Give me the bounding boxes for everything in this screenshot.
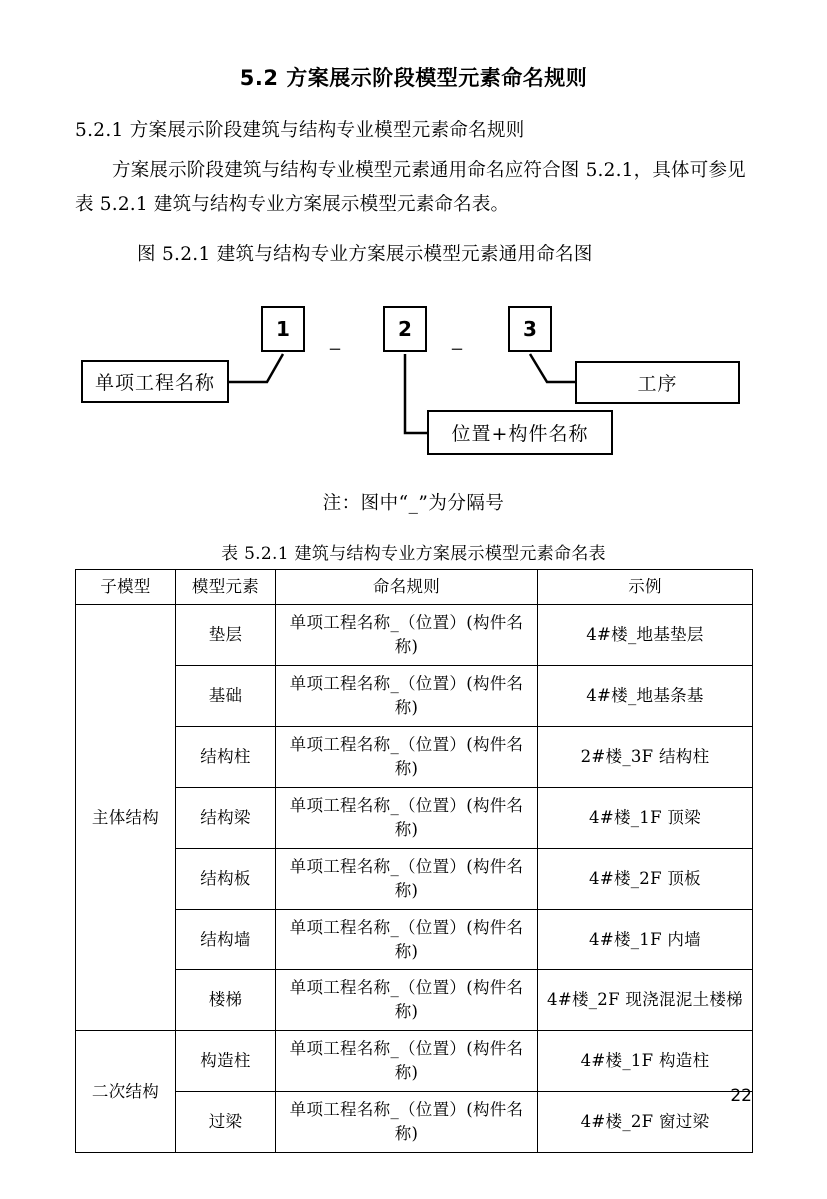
naming-rule-diagram <box>75 278 752 483</box>
cell-example: 4#楼_地基条基 <box>538 666 753 727</box>
segment-number-3: 3 <box>508 306 552 352</box>
column-header-example: 示例 <box>538 570 753 605</box>
cell-element: 过梁 <box>176 1092 276 1153</box>
separator-underscore-2: _ <box>452 326 462 351</box>
cell-example: 4#楼_1F 构造柱 <box>538 1031 753 1092</box>
figure-caption: 图 5.2.1 建筑与结构专业方案展示模型元素通用命名图 <box>137 244 593 266</box>
cell-element: 结构梁 <box>176 787 276 848</box>
table-row <box>76 666 753 727</box>
cell-element: 垫层 <box>176 605 276 666</box>
segment-number-2: 2 <box>383 306 427 352</box>
body-paragraph: 方案展示阶段建筑与结构专业模型元素通用命名应符合图 5.2.1，具体可参见表 5.2.1 建筑与结构专业方案展示模型元素命名表。 <box>75 160 746 216</box>
cell-element: 结构柱 <box>176 727 276 788</box>
table-caption: 表 5.2.1 建筑与结构专业方案展示模型元素命名表 <box>221 544 606 565</box>
cell-rule: 单项工程名称_（位置）(构件名称) <box>276 970 538 1031</box>
cell-example: 4#楼_1F 顶梁 <box>538 787 753 848</box>
group-label-secondary-structure: 二次结构 <box>76 1031 176 1153</box>
page-number: 22 <box>730 1086 752 1106</box>
cell-rule: 单项工程名称_（位置）(构件名称) <box>276 848 538 909</box>
cell-element: 基础 <box>176 666 276 727</box>
column-header-rule: 命名规则 <box>276 570 538 605</box>
table-row <box>76 1092 753 1153</box>
table-row <box>76 605 753 666</box>
group-label-main-structure: 主体结构 <box>76 605 176 1031</box>
table-row <box>76 970 753 1031</box>
table-header-row <box>76 570 753 605</box>
cell-rule: 单项工程名称_（位置）(构件名称) <box>276 1092 538 1153</box>
cell-example: 4#楼_地基垫层 <box>538 605 753 666</box>
page-title: 5.2 方案展示阶段模型元素命名规则 <box>239 66 588 90</box>
cell-rule: 单项工程名称_（位置）(构件名称) <box>276 727 538 788</box>
label-box-process: 工序 <box>575 361 740 404</box>
cell-example: 4#楼_2F 顶板 <box>538 848 753 909</box>
table-row <box>76 848 753 909</box>
cell-rule: 单项工程名称_（位置）(构件名称) <box>276 605 538 666</box>
separator-underscore-1: _ <box>330 326 340 351</box>
cell-rule: 单项工程名称_（位置）(构件名称) <box>276 666 538 727</box>
column-header-element: 模型元素 <box>176 570 276 605</box>
cell-example: 4#楼_1F 内墙 <box>538 909 753 970</box>
cell-rule: 单项工程名称_（位置）(构件名称) <box>276 787 538 848</box>
segment-number-1: 1 <box>261 306 305 352</box>
table-row <box>76 787 753 848</box>
cell-element: 结构墙 <box>176 909 276 970</box>
cell-rule: 单项工程名称_（位置）(构件名称) <box>276 909 538 970</box>
cell-rule: 单项工程名称_（位置）(构件名称) <box>276 1031 538 1092</box>
cell-element: 楼梯 <box>176 970 276 1031</box>
cell-element: 构造柱 <box>176 1031 276 1092</box>
cell-example: 4#楼_2F 窗过梁 <box>538 1092 753 1153</box>
label-box-project-name: 单项工程名称 <box>81 360 229 403</box>
figure-note: 注：图中“_”为分隔号 <box>322 493 505 515</box>
cell-example: 4#楼_2F 现浇混泥土楼梯 <box>538 970 753 1031</box>
table-row <box>76 1031 753 1092</box>
table-row <box>76 909 753 970</box>
cell-example: 2#楼_3F 结构柱 <box>538 727 753 788</box>
table-row <box>76 727 753 788</box>
column-header-submodel: 子模型 <box>76 570 176 605</box>
label-box-position-component: 位置+构件名称 <box>427 410 613 455</box>
subsection-heading: 5.2.1 方案展示阶段建筑与结构专业模型元素命名规则 <box>75 120 525 141</box>
cell-element: 结构板 <box>176 848 276 909</box>
naming-rules-table <box>75 569 753 1153</box>
